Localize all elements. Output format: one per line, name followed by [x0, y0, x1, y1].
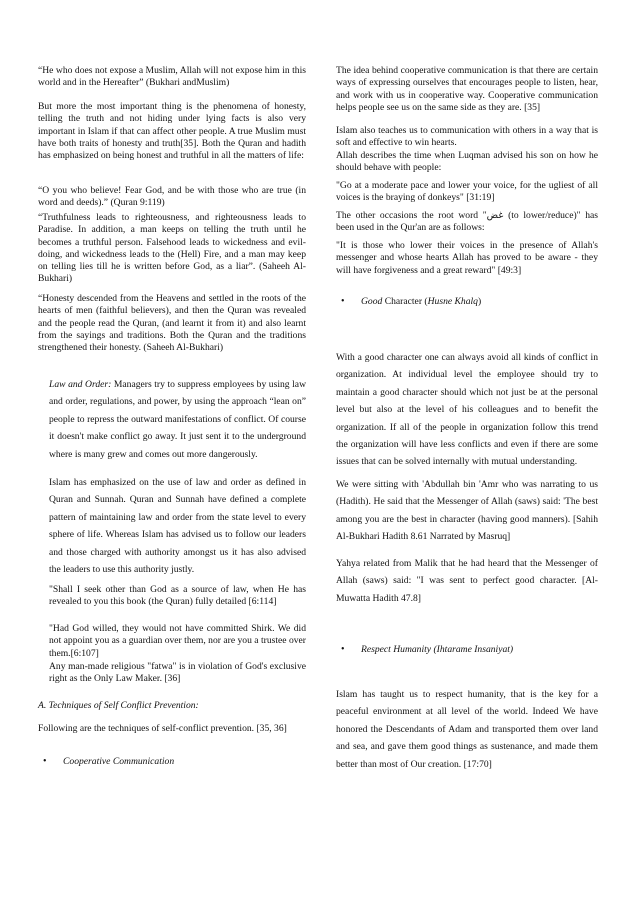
- respect-humanity-paragraph: Islam has taught us to respect humanity, that is the key for a peaceful environment at all level of the world. Indeed We have honored the Descendants of Adam and transported them over land and sea, and gave them good things as sustenance, and made them better than most of Our creation. [17:70]: [336, 689, 598, 770]
- islam-law-paragraph: Islam has emphasized on the use of law and order as defined in Quran and Sunnah. Quran and Sunnah have defined a complete pattern of maintaining law and order from the state level to every sphere of life. Whereas Islam has advised us to follow our leaders and those charged with authority amongst us it has also advised the leaders to use this authority justly.: [49, 477, 306, 576]
- quran-6-107-quote: "Had God willed, they would not have committed Shirk. We did not appoint you as a guardian over them, nor are you a trustee over them.[6:107]: [49, 623, 306, 659]
- fatwa-paragraph: Any man-made religious "fatwa" is in violation of God's exclusive right as the Only Law Maker. [36]: [49, 661, 306, 685]
- bullet-icon: •: [43, 756, 47, 767]
- husne-khalq-label: Husne Khalq: [427, 296, 478, 307]
- closing-paren: ): [477, 296, 482, 307]
- luqman-paragraph: Allah describes the time when Luqman advised his son on how he should behave with people:: [336, 150, 598, 174]
- section-a-heading: [38, 700, 306, 712]
- honesty-paragraph: But more the most important thing is the phenomena of honesty, telling the truth and not hiding under lying facts is also very important in Islam if that can affect other people. A true Muslim must have both traits of honesty and truth[35]. Both the Quran and hadith has emphasized on being honest and truthful in all the matters of life:: [38, 101, 306, 162]
- bullet-icon: •: [341, 644, 345, 655]
- law-and-order-item: [38, 376, 306, 463]
- cooperative-communication-label: Cooperative Communication: [63, 756, 175, 767]
- bullet-cooperative-communication: [38, 756, 306, 768]
- law-and-order-title: Law and Order:: [49, 379, 112, 390]
- law-and-order-paragraph: [38, 376, 306, 463]
- cooperative-idea-paragraph: The idea behind cooperative communication is that there are certain ways of expressing ourselves that encourages people to listen, hear, and work with us in cooperative way. Cooperative communication helps people see us on the same side as they are. [35]: [336, 65, 598, 113]
- good-label: Good: [361, 296, 383, 307]
- good-character-paragraph: With a good character one can always avoid all kinds of conflict in organization. At individual level the employee should try to maintain a good character should which not just be at the personal level but also at the level of his colleagues and to benefit the organization. If all of the people in organization follow this trend the organization will have less conflicts and even if there are some issues that can be solved internally with mutual understanding.: [336, 352, 598, 468]
- quran-6-114-quote: "Shall I seek other than God as a source of law, when He has revealed to you this book (the Quran) fully detailed [6:114]: [49, 584, 306, 608]
- islam-communication-paragraph: Islam also teaches us to communication with others in a way that is soft and effective to win hearts.: [336, 125, 598, 149]
- section-a-title: A. Techniques of Self Conflict Prevention:: [38, 700, 199, 711]
- truthfulness-hadith-quote: “Truthfulness leads to righteousness, and righteousness leads to Paradise. In addition, a man keeps on telling the truth until he becomes a truthful person. Falsehood leads to wickedness and evil-doing, and wickedness leads to the (Hell) Fire, and a man may keep on telling lies till he is written before God, as a liar”. (Saheeh Al-Bukhari): [38, 212, 306, 285]
- character-label: Character (: [382, 296, 428, 307]
- bullet-icon: •: [341, 296, 345, 307]
- quran-31-19-quote: "Go at a moderate pace and lower your voice, for the ugliest of all voices is the braying of donkeys" [31:19]: [336, 180, 598, 204]
- respect-humanity-label: Respect Humanity (Ihtarame Insaniyat): [361, 644, 514, 655]
- hadith-perfect-character: Yahya related from Malik that he had heard that the Messenger of Allah (saws) said: "I was sent to perfect good character. [Al-Muwatta Hadith 47.8]: [336, 558, 598, 604]
- bullet-respect-humanity: [336, 644, 598, 656]
- root-word-paragraph: The other occasions the root word "غض (to lower/reduce)" has been used in the Qur'an are as follows:: [336, 210, 599, 234]
- quran-9-119-quote: “O you who believe! Fear God, and be with those who are true (in word and deeds).” (Quran 9:119): [38, 185, 306, 209]
- quran-49-3-quote: "It is those who lower their voices in the presence of Allah's messenger and whose hearts Allah has proved to be aware - they will have forgiveness and a great reward" [49:3]: [336, 240, 598, 276]
- hadith-expose-quote: “He who does not expose a Muslim, Allah will not expose him in this world and in the Hereafter” (Bukhari andMuslim): [38, 65, 306, 89]
- honesty-descended-quote: “Honesty descended from the Heavens and settled in the roots of the hearts of men (faithful believers), and then the Quran was revealed and the people read the Quran, (and learnt it from it) and also learnt from the sayings and traditions. Both the Quran and the traditions strengthened their honesty. (Saheeh Al-Bukhari): [38, 293, 306, 354]
- hadith-best-character: We were sitting with 'Abdullah bin 'Amr who was narrating to us (Hadith). He said that the Messenger of Allah (saws) said: 'The best among you are the best in character (having good manners). [Sahih Al-Bukhari Hadith 8.61 Narrated by Masruq]: [336, 479, 598, 543]
- bullet-good-character: [336, 296, 598, 308]
- law-and-order-body: Managers try to suppress employees by using law and order, regulations, and power, by using the approach “lean on” people to repress the outward manifestations of conflict. Of course it doesn't make conflict go away. It just sent it to the underground where is many grew and comes out more dangerously.: [49, 379, 306, 460]
- techniques-paragraph: Following are the techniques of self-conflict prevention. [35, 36]: [38, 723, 287, 734]
- good-character-heading: [336, 296, 598, 308]
